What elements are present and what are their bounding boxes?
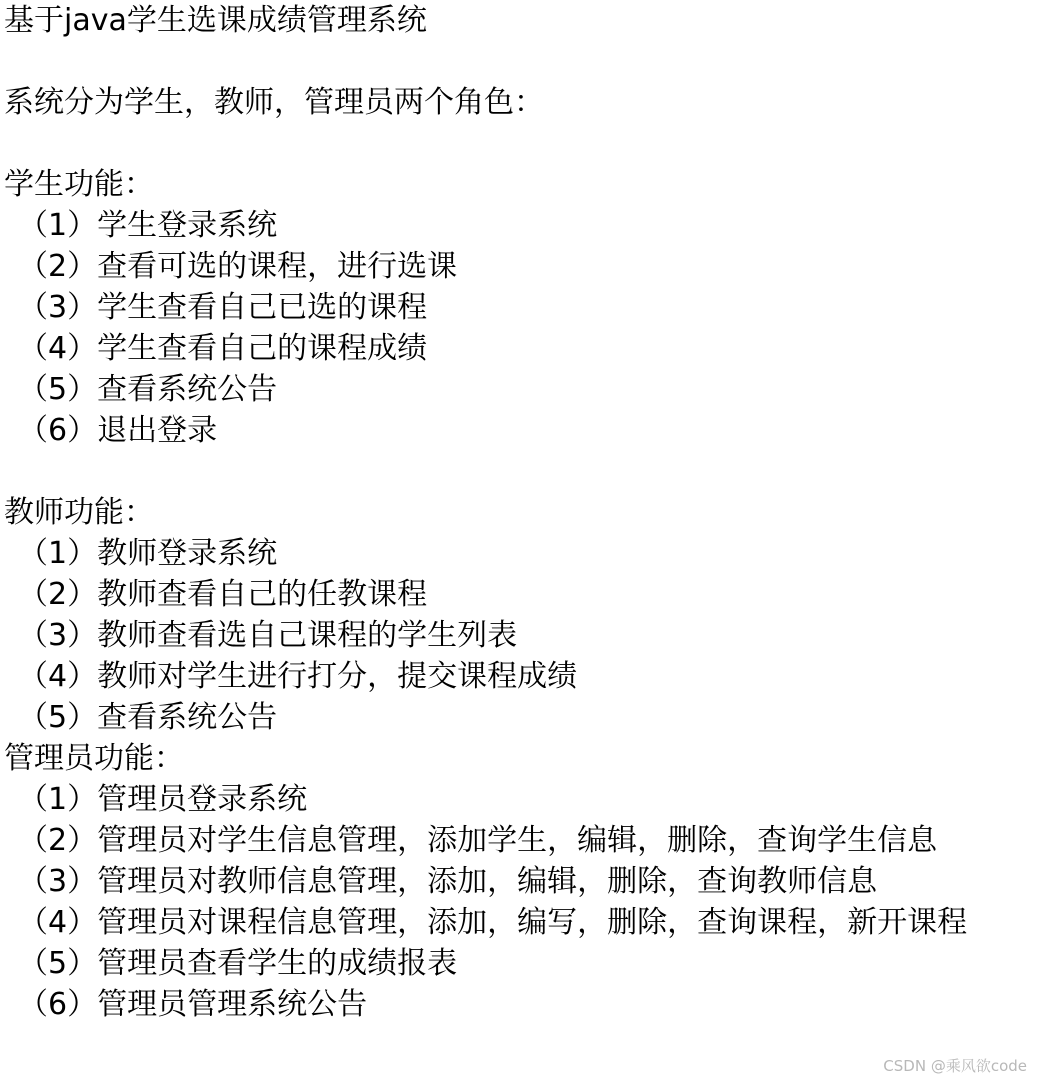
admin-heading: 管理员功能： — [4, 741, 184, 776]
teacher-item: （4）教师对学生进行打分，提交课程成绩 — [18, 659, 578, 694]
admin-item: （6）管理员管理系统公告 — [18, 987, 368, 1022]
student-item: （6）退出登录 — [18, 413, 218, 448]
blank-line — [4, 41, 1039, 82]
csdn-watermark: CSDN @乘风欲code — [883, 1057, 1027, 1075]
teacher-item: （3）教师查看选自己课程的学生列表 — [18, 618, 518, 653]
blank-line — [4, 123, 1039, 164]
teacher-item: （5）查看系统公告 — [18, 700, 278, 735]
admin-item: （4）管理员对课程信息管理，添加，编写，删除，查询课程，新开课程 — [18, 905, 968, 940]
student-item: （3）学生查看自己已选的课程 — [18, 290, 428, 325]
student-item: （2）查看可选的课程，进行选课 — [18, 249, 458, 284]
teacher-item: （1）教师登录系统 — [18, 536, 278, 571]
admin-item: （2）管理员对学生信息管理，添加学生，编辑，删除，查询学生信息 — [18, 823, 938, 858]
document-title: 基于java学生选课成绩管理系统 — [4, 3, 427, 38]
admin-item: （3）管理员对教师信息管理，添加，编辑，删除，查询教师信息 — [18, 864, 878, 899]
teacher-heading: 教师功能： — [4, 495, 154, 530]
teacher-item: （2）教师查看自己的任教课程 — [18, 577, 428, 612]
admin-item: （1）管理员登录系统 — [18, 782, 308, 817]
student-heading: 学生功能： — [4, 167, 154, 202]
blank-line — [4, 451, 1039, 492]
admin-item: （5）管理员查看学生的成绩报表 — [18, 946, 458, 981]
student-item: （4）学生查看自己的课程成绩 — [18, 331, 428, 366]
student-item: （5）查看系统公告 — [18, 372, 278, 407]
document-body — [4, 0, 1039, 1025]
student-item: （1）学生登录系统 — [18, 208, 278, 243]
intro-text: 系统分为学生，教师，管理员两个角色： — [4, 85, 544, 120]
